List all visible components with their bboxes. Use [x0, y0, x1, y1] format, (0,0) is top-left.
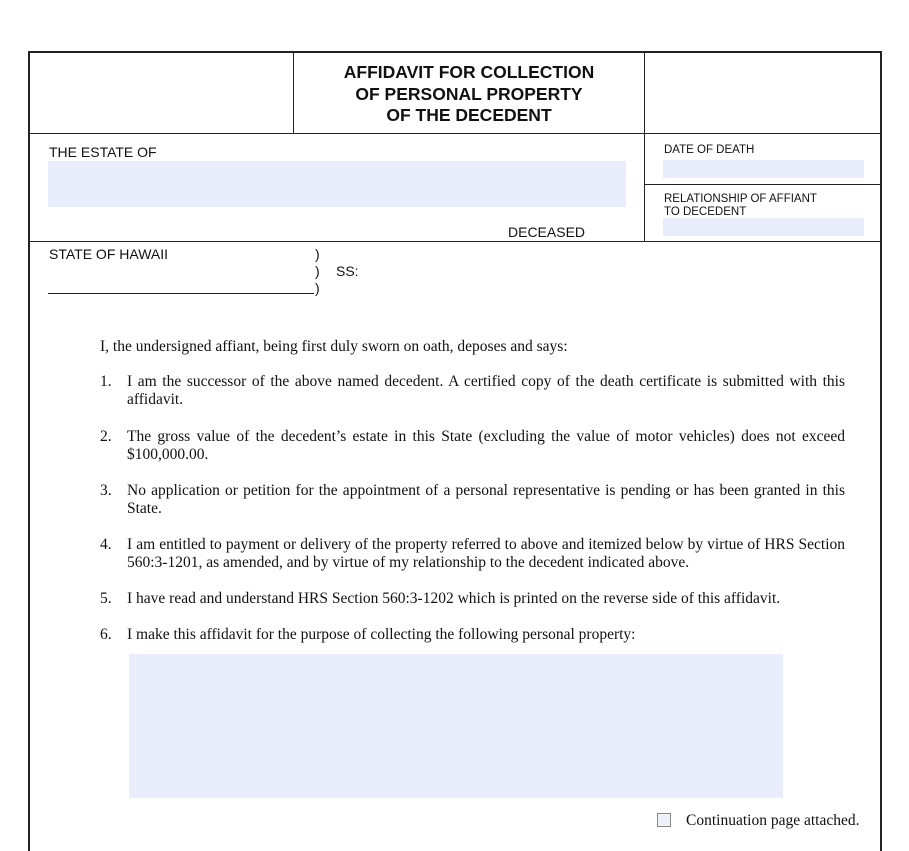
ss-label: SS:	[336, 263, 359, 279]
item-5-number: 5.	[100, 590, 112, 607]
title-line-3: OF THE DECEDENT	[386, 105, 552, 125]
item-6-text: I make this affidavit for the purpose of collecting the following personal property:	[127, 626, 636, 643]
venue-paren-1: )	[315, 246, 320, 262]
relationship-label	[664, 193, 817, 219]
venue-paren-3: )	[315, 280, 320, 296]
header-divider-right	[644, 52, 645, 242]
item-6-number: 6.	[100, 626, 112, 643]
item-3-text: No application or petition for the appointment of a personal representative is pending or has been granted in this State.	[127, 482, 845, 517]
date-of-death-label: DATE OF DEATH	[664, 144, 755, 156]
title-line-1: AFFIDAVIT FOR COLLECTION	[343, 62, 595, 82]
title-line-2: OF PERSONAL PROPERTY	[355, 83, 583, 104]
intro-text: I, the undersigned affiant, being first duly sworn on oath, deposes and says:	[100, 338, 568, 355]
venue-paren-2: )	[315, 263, 320, 279]
relationship-label-line-2: TO DECEDENT	[664, 206, 747, 218]
date-relationship-rule	[644, 184, 881, 185]
continuation-label: Continuation page attached.	[686, 812, 860, 829]
estate-label: THE ESTATE OF	[49, 144, 157, 160]
relationship-field[interactable]	[663, 218, 864, 236]
relationship-label-line-1: RELATIONSHIP OF AFFIANT	[664, 193, 817, 205]
form-title	[294, 62, 644, 127]
property-list-field[interactable]	[129, 654, 783, 798]
item-4-number: 4.	[100, 536, 112, 553]
estate-name-field[interactable]	[48, 161, 626, 207]
date-of-death-field[interactable]	[663, 160, 864, 178]
item-5-text: I have read and understand HRS Section 560:3-1202 which is printed on the reverse side of this affidavit.	[127, 590, 781, 607]
item-2-text: The gross value of the decedent’s estate in this State (excluding the value of motor vehicles) does not exceed $100,000.00.	[127, 428, 845, 463]
item-3-number: 3.	[100, 482, 112, 499]
item-1-text: I am the successor of the above named decedent. A certified copy of the death certificate is submitted with this affidavit.	[127, 373, 845, 408]
estate-bottom-rule	[29, 241, 881, 242]
county-signature-line[interactable]	[48, 293, 314, 294]
deceased-label: DECEASED	[508, 224, 586, 240]
item-2-number: 2.	[100, 428, 112, 445]
state-label: STATE OF HAWAII	[49, 246, 168, 262]
continuation-checkbox[interactable]	[657, 813, 671, 827]
item-4-text: I am entitled to payment or delivery of the property referred to above and itemized below by virtue of HRS Section 560:3-1201, as amended, and by virtue of my relationship to the decedent indicated above.	[127, 536, 845, 571]
item-1-number: 1.	[100, 373, 112, 390]
header-bottom-rule	[29, 133, 881, 134]
